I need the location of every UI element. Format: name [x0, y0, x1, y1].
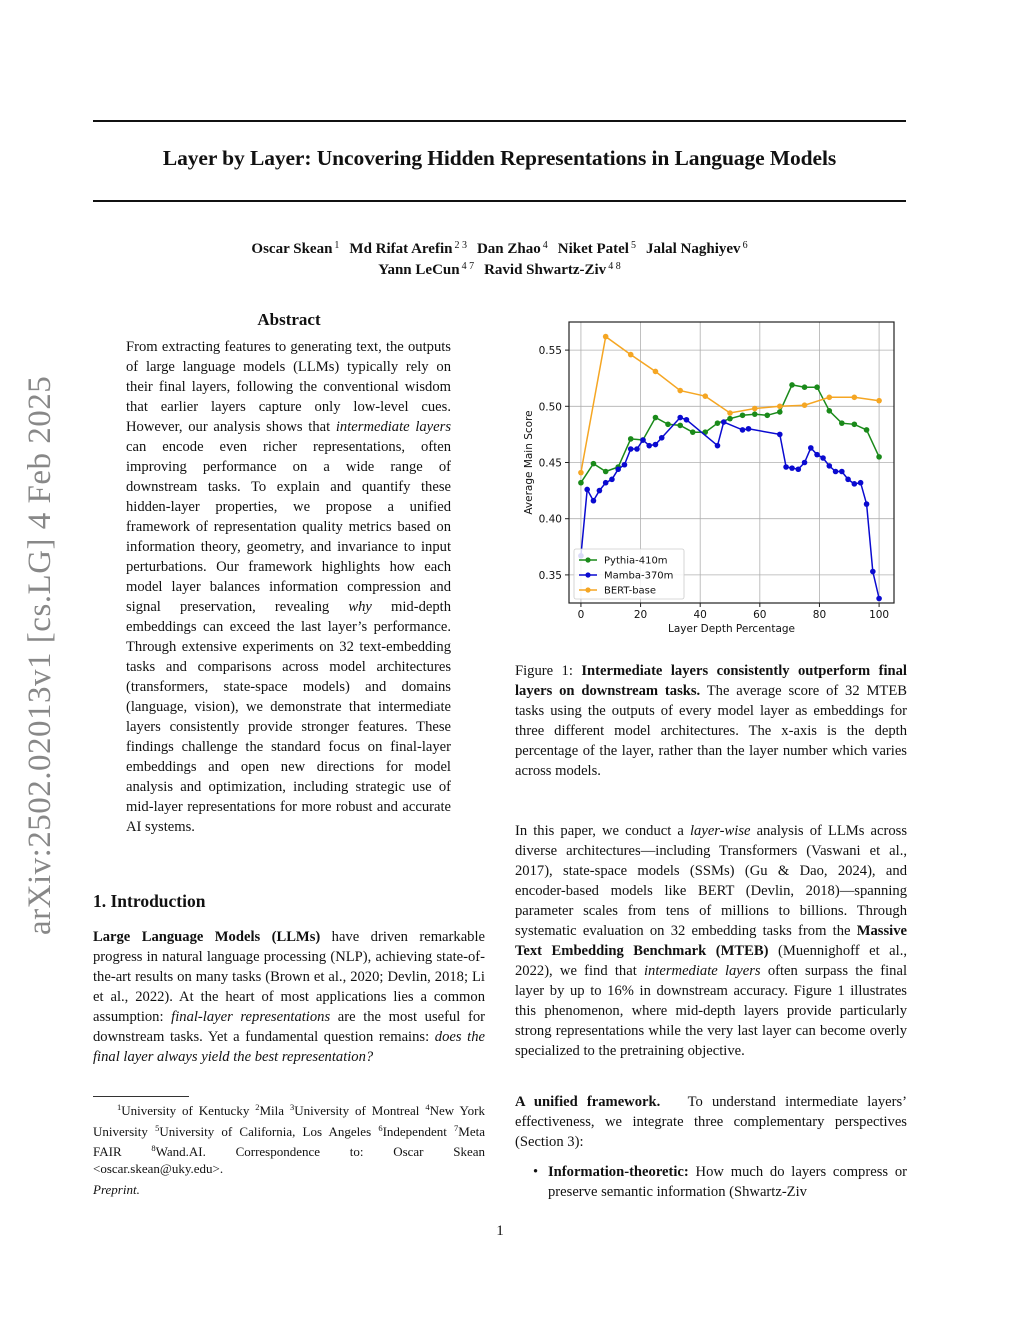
footnote-rule: [93, 1096, 189, 1097]
affiliation-number: 6: [378, 1122, 383, 1133]
data-point-mamba-370m: [783, 464, 789, 470]
data-point-bert-base: [752, 406, 758, 412]
data-point-bert-base: [677, 388, 683, 394]
x-axis-label: Layer Depth Percentage: [668, 623, 795, 635]
data-point-bert-base: [876, 398, 882, 404]
data-point-mamba-370m: [808, 445, 814, 451]
data-point-mamba-370m: [584, 487, 590, 493]
bullet-item: [533, 1162, 907, 1202]
intro-emphasis: does the final layer always yield the best representation?: [93, 1029, 485, 1065]
para-bold: Massive Text Embedding Benchmark (MTEB): [515, 923, 907, 959]
y-tick-label: 0.50: [538, 401, 562, 414]
affiliation-marker: 5: [630, 240, 636, 251]
bullet-text: [548, 1162, 907, 1202]
data-point-pythia-410m: [591, 461, 597, 467]
data-point-pythia-410m: [752, 411, 758, 417]
x-tick-label: 60: [753, 609, 767, 621]
abstract-heading: Abstract: [257, 310, 321, 329]
affiliation-name: New York University: [93, 1103, 485, 1139]
data-point-pythia-410m: [876, 454, 882, 460]
author-name: Yann LeCun $^{4 7}$: [378, 261, 475, 278]
data-point-mamba-370m: [634, 446, 640, 452]
data-point-mamba-370m: [603, 480, 609, 486]
arxiv-side-label[interactable]: arXiv:2502.02013v1 [cs.LG] 4 Feb 2025: [22, 375, 58, 935]
page-number: 1: [496, 1223, 504, 1239]
data-point-mamba-370m: [640, 437, 646, 443]
para-text: To understand intermediate layers’ effectiveness, we integrate three complementary perspectives (Section 3):: [515, 1094, 911, 1150]
abstract-text: can encode even richer representations, often improving performance on a wide range of downstream tasks. To explain and quantify these hidden-layer properties, we propose a unified framework of representation quality metrics based on information theory, geometry, and invariance to input perturbations. Our framework highlights how each model layer balances information compression and signal preservation, revealing: [126, 439, 451, 615]
x-tick-label: 0: [577, 609, 585, 621]
introduction-paragraph: [93, 927, 485, 1067]
data-point-mamba-370m: [833, 469, 839, 475]
x-tick-label: 20: [633, 609, 648, 621]
affiliation-name: University of California, Los Angeles: [159, 1123, 379, 1139]
legend-marker: [585, 557, 590, 562]
affiliation-number: 3: [289, 1102, 295, 1112]
author-list: [93, 236, 906, 259]
author-name: Md Rifat Arefin $^{2 3}$: [349, 240, 467, 257]
abstract-emphasis: why: [348, 599, 372, 615]
abstract-emphasis: intermediate layers: [335, 419, 451, 435]
affiliation-number: 2: [255, 1102, 260, 1112]
data-point-pythia-410m: [777, 409, 783, 415]
legend-marker: [585, 572, 590, 577]
author-name: Oscar Skean $^1$: [251, 240, 340, 257]
data-point-mamba-370m: [820, 455, 826, 461]
title-rule-top: [93, 120, 906, 122]
title-rule-bottom: [93, 200, 906, 202]
data-point-mamba-370m: [826, 463, 832, 469]
data-point-pythia-410m: [628, 436, 634, 442]
affiliation-number: 8: [151, 1143, 156, 1153]
affiliation-name: Mila: [259, 1103, 290, 1118]
data-point-pythia-410m: [665, 421, 671, 427]
legend-label: Pythia-410m: [604, 555, 668, 567]
affiliation-number: 1: [117, 1102, 122, 1112]
y-axis-label: Average Main Score: [523, 410, 535, 515]
affiliation-name: Meta FAIR: [93, 1123, 485, 1159]
para-emphasis: intermediate layers: [643, 963, 761, 979]
data-point-mamba-370m: [684, 417, 690, 423]
data-point-pythia-410m: [677, 423, 683, 429]
affiliation-name: University of Montreal: [294, 1103, 426, 1118]
data-point-pythia-410m: [864, 427, 870, 433]
y-tick-label: 0.45: [538, 457, 562, 470]
affiliation-number: 7: [454, 1122, 459, 1133]
abstract-text: From extracting features to generating text, the outputs of large language models (LLMs) typically rely on their final layers, following the conventional wisdom that earlier layers capture only low-level cues. However, our analysis shows that: [126, 339, 451, 435]
legend-label: Mamba-370m: [604, 570, 674, 582]
y-tick-label: 0.40: [538, 513, 562, 526]
data-point-mamba-370m: [646, 443, 652, 449]
affiliation-marker: 1: [334, 240, 340, 251]
data-point-pythia-410m: [764, 412, 770, 418]
para-emphasis: layer-wise: [689, 823, 751, 839]
author-name: Niket Patel $^5$: [557, 240, 636, 257]
data-point-bert-base: [777, 404, 783, 410]
figure-1-chart: [515, 310, 907, 640]
data-point-mamba-370m: [852, 481, 858, 487]
affiliations-footnote: [93, 1099, 485, 1177]
para-text: analysis of LLMs across diverse architectures—including Transformers (Vaswani et al., 2017), state-space models (SSMs) (Gu & Dao, 2024), and encoder-based models like BERT (Devlin, 2018)—spanning parameter scales from tens of millions to billions. Through systematic evaluation on 32 embedding tasks from the: [515, 823, 907, 939]
intro-text: are the most useful for downstream tasks. Yet a fundamental question remains:: [93, 1009, 485, 1045]
intro-bold-lead: Large Language Models (LLMs): [93, 929, 321, 945]
data-point-mamba-370m: [609, 477, 615, 483]
data-point-mamba-370m: [721, 419, 727, 425]
data-point-pythia-410m: [727, 416, 733, 422]
affiliation-number: 5: [155, 1122, 160, 1133]
affiliation-marker: 2 3: [454, 240, 467, 251]
data-point-mamba-370m: [615, 466, 621, 472]
data-point-bert-base: [802, 402, 808, 408]
data-point-pythia-410m: [740, 412, 746, 418]
data-point-pythia-410m: [826, 408, 832, 414]
author-list-line2: [93, 257, 906, 280]
bullet-bold: Information-theoretic:: [548, 1164, 689, 1180]
legend-label: BERT-base: [604, 585, 657, 597]
data-point-mamba-370m: [802, 460, 808, 466]
para-text: often surpass the final layer by up to 16% in downstream accuracy. Figure 1 illustrates this phenomenon, where mid-depth layers provide particularly strong representations while the very last layer can become overly specialized to the pretraining objective.: [515, 963, 907, 1059]
figure-caption: [515, 661, 907, 781]
caption-bold: Intermediate layers consistently outperform final layers on downstream tasks.: [515, 663, 907, 699]
data-point-pythia-410m: [789, 382, 795, 388]
data-point-mamba-370m: [622, 462, 628, 468]
abstract-body: [126, 337, 451, 837]
intro-emphasis: final-layer representations: [171, 1009, 331, 1025]
affiliation-marker: 6: [742, 240, 748, 251]
para-text: (Muennighoff et al., 2022), we find that: [515, 943, 907, 979]
data-point-mamba-370m: [839, 469, 845, 475]
data-point-pythia-410m: [839, 420, 845, 426]
data-point-mamba-370m: [677, 415, 683, 421]
author-name: Jalal Naghiyev $^6$: [645, 240, 748, 257]
affiliation-name: Wand.AI.: [155, 1144, 236, 1159]
data-point-bert-base: [826, 395, 832, 401]
x-tick-label: 100: [869, 609, 890, 621]
abstract-text: mid-depth embeddings can exceed the last layer’s performance. Through extensive experiments on 32 text-embedding tasks and comparisons across model architectures (transformers, state-space models) and domains (language, vision), we demonstrate that intermediate layers consistently provide stronger features. These findings challenge the standard focus on final-layer embeddings and open new directions for model analysis and optimization, including strategic use of mid-layer representations for more robust and accurate AI systems.: [126, 599, 452, 835]
data-point-bert-base: [727, 410, 733, 416]
correspondence: Correspondence to: Oscar Skean <oscar.skean@uky.edu>.: [93, 1144, 485, 1176]
legend-marker: [585, 587, 590, 592]
data-point-bert-base: [603, 334, 609, 340]
data-point-mamba-370m: [659, 435, 665, 441]
data-point-pythia-410m: [690, 429, 696, 435]
caption-text: The average score of 32 MTEB tasks using the outputs of every model layer as embeddings for three different model architectures. The x-axis is the depth percentage of the layer, rather than the layer number which varies across models.: [515, 683, 907, 779]
data-point-bert-base: [852, 395, 858, 401]
author-name: Dan Zhao $^4$: [476, 240, 548, 257]
unified-framework-paragraph: [515, 1092, 911, 1152]
data-point-mamba-370m: [876, 596, 882, 602]
data-point-pythia-410m: [578, 480, 584, 486]
affiliation-name: University of Kentucky: [121, 1103, 256, 1118]
affiliation-name: Independent: [382, 1123, 455, 1139]
data-point-bert-base: [653, 369, 659, 375]
x-tick-label: 40: [693, 609, 707, 621]
intro-text: have driven remarkable progress in natural language processing (NLP), achieving state-of-the-art results on many tasks (Brown et al., 2020; Devlin, 2018; Li et al., 2022). At the heart of most applications lies a common assumption:: [93, 929, 485, 1025]
affiliation-marker: 4 7: [461, 261, 475, 272]
data-point-mamba-370m: [597, 488, 603, 494]
x-tick-label: 80: [812, 609, 827, 621]
data-point-mamba-370m: [858, 480, 864, 486]
data-point-pythia-410m: [814, 384, 820, 390]
body-paragraph: [515, 821, 907, 1061]
affiliation-marker: 4 8: [608, 261, 621, 272]
data-point-pythia-410m: [715, 420, 721, 426]
preprint-label: Preprint.: [93, 1182, 140, 1197]
data-point-mamba-370m: [777, 432, 783, 438]
y-tick-label: 0.55: [538, 345, 562, 358]
data-point-bert-base: [628, 352, 634, 358]
data-point-bert-base: [702, 393, 708, 399]
data-point-pythia-410m: [802, 384, 808, 390]
data-point-mamba-370m: [864, 501, 870, 507]
data-point-bert-base: [578, 470, 584, 476]
data-point-mamba-370m: [789, 465, 795, 471]
caption-label: Figure 1:: [515, 663, 582, 679]
data-point-mamba-370m: [814, 452, 820, 458]
data-point-mamba-370m: [746, 426, 752, 432]
affiliation-number: 4: [425, 1102, 430, 1112]
data-point-mamba-370m: [715, 443, 721, 449]
data-point-pythia-410m: [603, 469, 609, 475]
data-point-mamba-370m: [628, 446, 634, 452]
data-point-mamba-370m: [653, 442, 659, 448]
bullet-icon: •: [533, 1164, 539, 1180]
para-text: In this paper, we conduct a: [515, 823, 690, 839]
data-point-pythia-410m: [852, 421, 858, 427]
y-tick-label: 0.35: [538, 569, 562, 582]
section-heading-introduction: 1. Introduction: [93, 891, 206, 911]
data-point-mamba-370m: [845, 477, 851, 483]
bullet-body: How much do layers compress or preserve semantic information (Shwartz-Ziv: [548, 1164, 907, 1200]
paper-title: Layer by Layer: Uncovering Hidden Representations in Language Models: [162, 146, 837, 170]
author-name: Ravid Shwartz-Ziv $^{4 8}$: [484, 261, 621, 278]
data-point-mamba-370m: [870, 569, 876, 575]
data-point-mamba-370m: [591, 498, 597, 504]
affiliation-marker: 4: [542, 240, 548, 251]
paragraph-heading: A unified framework.: [515, 1094, 661, 1110]
data-point-pythia-410m: [653, 415, 659, 421]
data-point-mamba-370m: [795, 466, 801, 472]
data-point-mamba-370m: [740, 427, 746, 433]
